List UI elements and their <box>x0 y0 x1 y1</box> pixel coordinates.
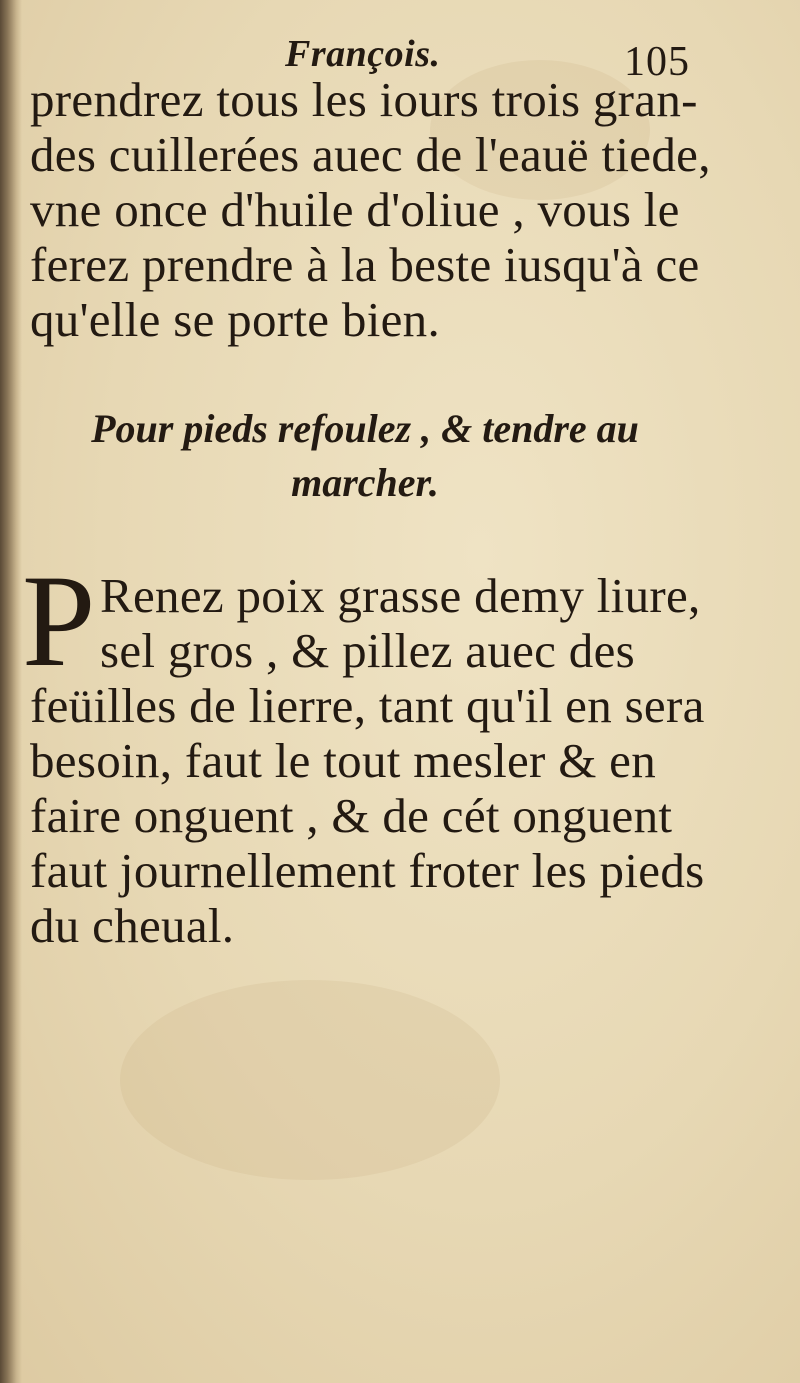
paper-stain <box>120 980 500 1180</box>
section-heading <box>30 402 700 510</box>
running-title: François. <box>285 33 441 75</box>
text-line: des cuillerées auec de l'eauë tiede, <box>30 127 711 182</box>
text-line: ferez prendre à la beste iusqu'à ce <box>30 237 700 292</box>
text-line: faut journellement froter les pieds <box>30 843 705 898</box>
paragraph-2 <box>30 568 705 953</box>
page-gutter <box>0 0 22 1383</box>
heading-line: Pour pieds refoulez , & tendre au <box>91 406 639 451</box>
text-line: vne once d'huile d'oliue , vous le <box>30 182 680 237</box>
paragraph-1 <box>30 72 711 347</box>
text-line: sel gros , & pillez auec des <box>100 623 635 678</box>
page-number: 105 <box>624 39 690 85</box>
text-line: feüilles de lierre, tant qu'il en sera <box>30 678 705 733</box>
drop-cap: P <box>22 547 96 694</box>
text-line: prendrez tous les iours trois gran- <box>30 72 698 127</box>
text-line: Renez poix grasse demy liure, <box>100 568 701 623</box>
heading-line: marcher. <box>291 460 439 505</box>
text-line: du cheual. <box>30 898 235 953</box>
text-line: faire onguent , & de cét onguent <box>30 788 673 843</box>
text-line: qu'elle se porte bien. <box>30 292 441 347</box>
text-line: besoin, faut le tout mesler & en <box>30 733 657 788</box>
